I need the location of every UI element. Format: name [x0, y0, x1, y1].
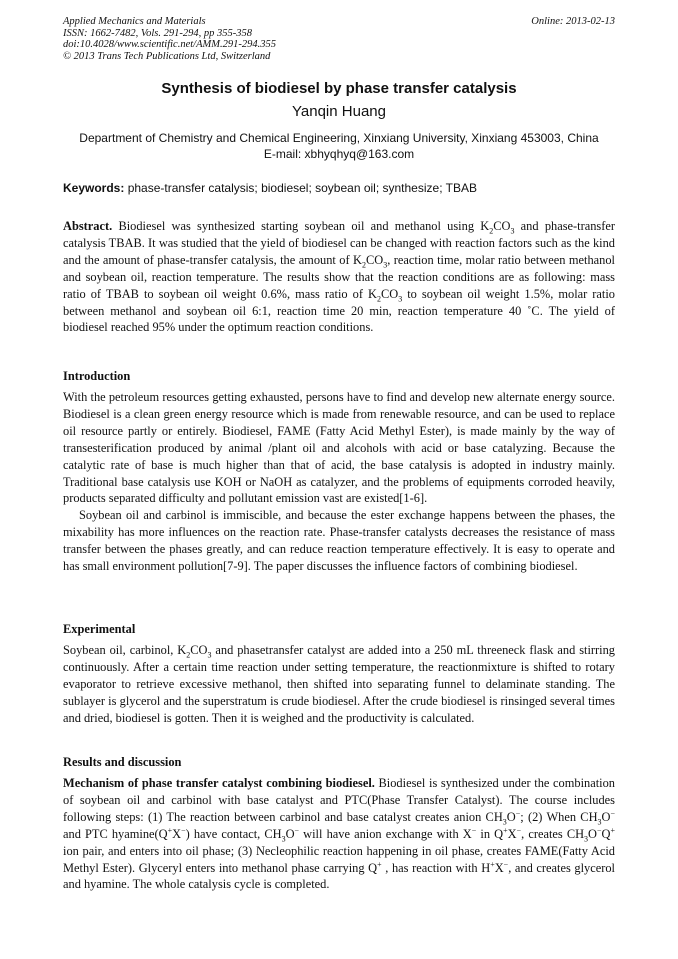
journal-header [63, 16, 615, 62]
abstract: Abstract. Biodiesel was synthesized starting soybean oil and methanol using $K_2CO_3$ and phase-transfer catalysis TBAB. It was studied that the yield of biodiesel can be changed with reaction factors such as the kind and the amount of phase-transfer catalysis, the amount of $K_2CO_3$, reaction time, molar ratio between methanol and soybean oil, reaction temperature. The results show that the reaction conditions are as following: mass ratio of TBAB to soybean oil weight 0.6%, mass ratio of $K_2CO_3$ to soybean oil weight 1.5%, molar ratio between methanol and soybean oil 6:1, reaction time 20 min, reaction temperature 40 ˚C. The yield of biodiesel reached 95% under the optimum reaction conditions. [63, 219, 616, 335]
online-date: Online: 2013-02-13 [531, 16, 615, 27]
keywords [63, 181, 623, 195]
abstract-label: Abstract. [63, 219, 113, 233]
introduction-paragraph-2: Soybean oil and carbinol is immiscible, and because the ester exchange happens between the phases, the mixability has more influences on the reaction rate. Phase-transfer catalysts decreases the resistance of mass transfer between the phases greatly, and can reduce reaction temperature effectively. It is easy to operate and has small environment pollution[7-9]. The paper discusses the influence factors of combining biodiesel. [63, 508, 615, 574]
paper-title: Synthesis of biodiesel by phase transfer catalysis [161, 80, 517, 97]
introduction-paragraph-1: With the petroleum resources getting exhausted, persons have to find and develop new alternate energy source. Biodiesel is a clean green energy resource which is made from renewable resource, and can be used to replace oil resource partly or entirely. Biodiesel, FAME (Fatty Acid Methyl Ester), is made mainly by the way of transesterification produced by animal /plant oil and alcohols with acid or base catalyzing. Because the catalytic rate of base is much higher than that of acid, the base catalysis is adopted in industry mainly. Traditional base catalysis use KOH or NaOH as catalyzer, and the problems of equipments corroded heavily, products separated difficulty and pollutant emission vast are existed[1-6]. [63, 390, 615, 506]
experimental-heading: Experimental [63, 622, 136, 636]
keywords-text: phase-transfer catalysis; biodiesel; soybean oil; synthesize; TBAB [127, 181, 477, 195]
affiliation-block [40, 130, 638, 162]
email: E-mail: xbhyqhyq@163.com [263, 147, 415, 161]
introduction-heading: Introduction [63, 369, 131, 383]
experimental-text: Soybean oil, carbinol, $K_2CO_3$ and phasetransfer catalyst are added into a 250 mL threeneck flask and stirring continuously. After a certain time reaction under setting temperature, the reactionmixture is shifted to rotary evaporator to retrieve excessive methanol, then shifted into separating funnel to delaminate standing. The sublayer is glycerol and the superstratum is crude biodiesel. After the crude biodiesel is rinsinged several times and dried, biodiesel is gotten. Then it is weighed and the productivity is calculated. [63, 643, 615, 725]
doi-line: doi:10.4028/www.scientific.net/AMM.291-294.355 [63, 39, 276, 50]
issn-line: ISSN: 1662-7482, Vols. 291-294, pp 355-358 [63, 27, 252, 39]
keywords-label: Keywords: [63, 181, 125, 195]
results-heading: Results and discussion [63, 755, 182, 769]
mechanism-subheading: Mechanism of phase transfer catalyst combining biodiesel. [63, 776, 375, 790]
results-text: Mechanism of phase transfer catalyst combining biodiesel. Biodiesel is synthesized under the combination of soybean oil and carbinol with base catalyst and PTC(Phase Transfer Catalyst). The course includes following steps: (1) The reaction between carbinol and base catalyst creates anion $CH_3O^-$; (2) When $CH_3O^-$ and PTC hyamine(Q+X−) have contact, $CH_3O^-$ will have anion exchange with X− in Q+X−, creates $CH_3O^-Q^+$ ion pair, and enters into oil phase; (3) Necleophilic reaction happening in oil phase, creates FAME(Fatty Acid Methyl Ester). Glyceryl enters into methanol phase carrying Q+ , has reaction with H+X−, and creates glycerol and hyamine. The whole catalysis cycle is completed. [63, 776, 615, 892]
affiliation: Department of Chemistry and Chemical Engineering, Xinxiang University, Xinxiang 453003, China [79, 131, 599, 145]
journal-name: Applied Mechanics and Materials [63, 16, 206, 27]
copyright-line: © 2013 Trans Tech Publications Ltd, Switzerland [63, 50, 271, 62]
introduction-text [63, 389, 615, 575]
author-name: Yanqin Huang [292, 103, 386, 120]
